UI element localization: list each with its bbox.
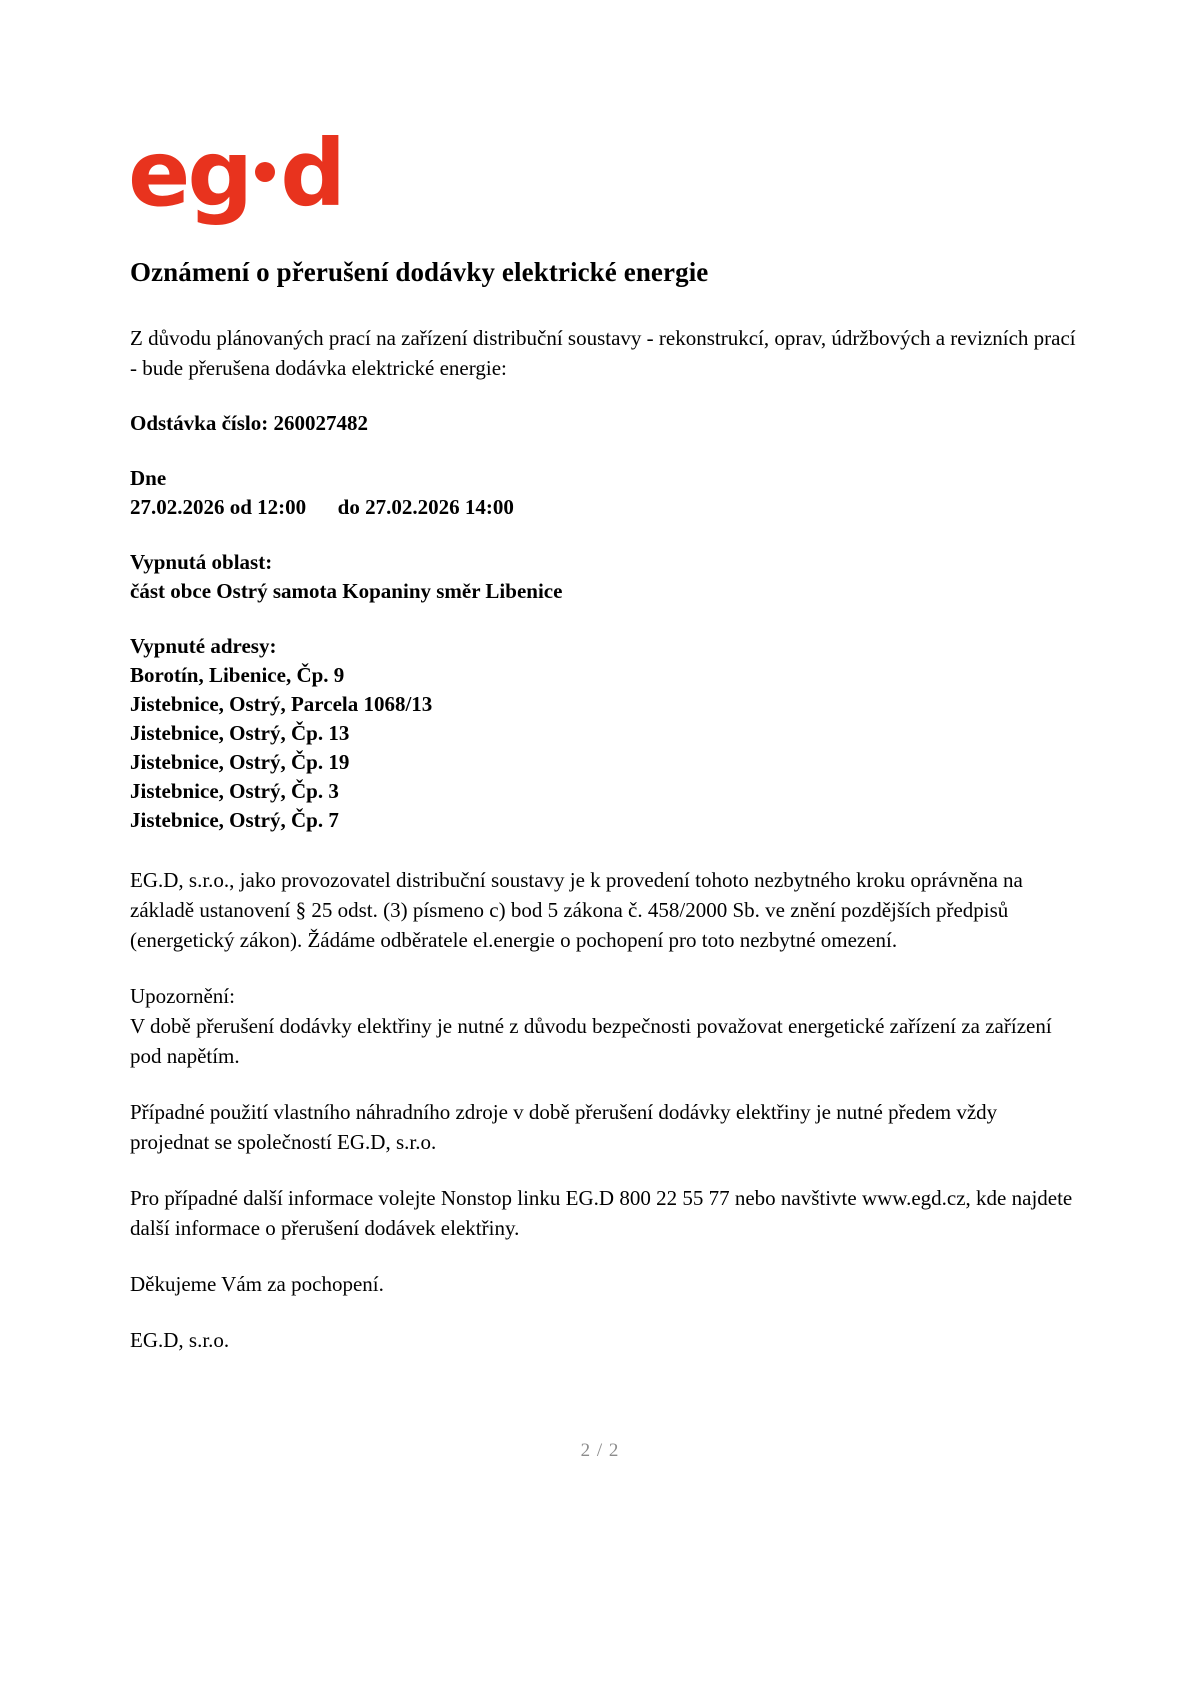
legal-paragraph: EG.D, s.r.o., jako provozovatel distribuční soustavy je k provedení tohoto nezbytného kroku oprávněna na základě ustanovení § 25 odst. (3) písmeno c) bod 5 zákona č. 458/2000 Sb. ve znění pozdějších předpisů (energetický zákon). Žádáme odběratele el.energie o pochopení pro toto nezbytné omezení. (130, 868, 1023, 952)
warning-label: Upozornění: (130, 984, 235, 1008)
affected-area (130, 548, 1080, 606)
logo-text-left: eg (128, 120, 251, 227)
addresses-label: Vypnuté adresy: (130, 634, 277, 658)
outage-number (130, 409, 1080, 438)
generator-paragraph: Případné použití vlastního náhradního zdroje v době přerušení dodávky elektřiny je nutné předem vždy projednat se společností EG.D, s.r.o. (130, 1100, 998, 1154)
list-item: Jistebnice, Ostrý, Čp. 7 (130, 808, 339, 832)
egd-logo (128, 120, 344, 227)
warning-text: V době přerušení dodávky elektřiny je nutné z důvodu bezpečnosti považovat energetické zařízení za zařízení pod napětím. (130, 1014, 1052, 1068)
contact-paragraph: Pro případné další informace volejte Nonstop linku EG.D 800 22 55 77 nebo navštivte www.egd.cz, kde najdete další informace o přerušení dodávek elektřiny. (130, 1186, 1073, 1240)
page-number-footer: 2 / 2 (580, 1440, 620, 1461)
egd-logo-wordmark (128, 120, 344, 227)
document-body (130, 255, 1080, 1381)
signature: EG.D, s.r.o. (130, 1328, 230, 1352)
list-item: Borotín, Libenice, Čp. 9 (130, 663, 345, 687)
logo-text-right: d (280, 120, 344, 227)
date-label: Dne (130, 466, 167, 490)
area-value: část obce Ostrý samota Kopaniny směr Libenice (130, 579, 563, 603)
list-item: Jistebnice, Ostrý, Čp. 19 (130, 750, 350, 774)
list-item: Jistebnice, Ostrý, Čp. 3 (130, 779, 339, 803)
affected-addresses (130, 632, 1080, 835)
outage-number-text: Odstávka číslo: 260027482 (130, 411, 369, 435)
outage-dates (130, 464, 1080, 522)
date-range: 27.02.2026 od 12:00 do 27.02.2026 14:00 (130, 495, 514, 519)
list-item: Jistebnice, Ostrý, Čp. 13 (130, 721, 350, 745)
list-item: Jistebnice, Ostrý, Parcela 1068/13 (130, 692, 433, 716)
page-title: Oznámení o přerušení dodávky elektrické energie (130, 257, 709, 287)
thanks-paragraph: Děkujeme Vám za pochopení. (130, 1272, 384, 1296)
intro-paragraph: Z důvodu plánovaných prací na zařízení distribuční soustavy - rekonstrukcí, oprav, údržbových a revizních prací - bude přerušena dodávka elektrické energie: (130, 326, 1076, 380)
area-label: Vypnutá oblast: (130, 550, 273, 574)
logo-dot-icon (255, 162, 275, 182)
